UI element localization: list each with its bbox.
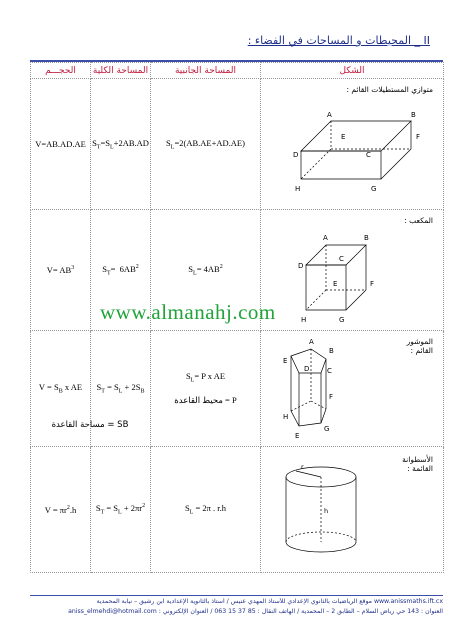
lateral-area-formula: $S_L = 2\pi$ . r.h — [151, 447, 261, 573]
vertex-label: B — [411, 111, 416, 119]
shape-name: الموشور القائم : — [406, 337, 433, 355]
vertex-label: C — [327, 367, 332, 375]
vertex-label: E — [295, 432, 300, 440]
vertex-label: G — [339, 316, 345, 324]
volume-formula: $V = \pi r^2.h$ — [31, 447, 91, 573]
shape-cell — [261, 447, 444, 573]
height-label: h — [324, 507, 329, 515]
vertex-label: G — [371, 185, 377, 193]
table-row — [31, 447, 444, 573]
lateral-area-formula: $S_L= P$ x AE P = محيط القاعدة — [151, 331, 261, 447]
total-area-formula: $S_T = S_L + 2\pi r^2$ — [91, 447, 151, 573]
total-area-formula: $S_T= 6AB^2$ — [91, 210, 151, 331]
perimeter-note: P = محيط القاعدة — [174, 395, 237, 406]
header-volume: الحجـــم — [31, 63, 91, 79]
shape-name: الأسطوانة القائمة : — [402, 455, 433, 473]
vertex-label: B — [364, 234, 369, 242]
total-area-formula: $S_T=S_L+2AB.AD$ — [91, 79, 151, 210]
shape-cell — [261, 210, 444, 331]
lateral-area-formula: $S_L=2(AB.AE+AD.AE)$ — [151, 79, 261, 210]
cuboid-figure — [261, 79, 444, 209]
volume-formula: $V = S_B$ x AE — [31, 331, 91, 447]
radius-label: r — [301, 463, 304, 471]
vertex-label: A — [309, 338, 314, 346]
vertex-label: A — [323, 234, 328, 242]
vertex-label: C — [339, 255, 344, 263]
header-row — [31, 63, 444, 79]
base-area-note: SB = مساحة القاعدة — [51, 420, 129, 430]
header-shape: الشكل — [261, 63, 444, 79]
header-lateral-area: المساحة الجانبية — [151, 63, 261, 79]
vertex-label: D — [298, 262, 304, 270]
total-area-formula: $S_T = S_L + 2S_B$ — [91, 331, 151, 447]
vertex-label: A — [327, 111, 332, 119]
vertex-label: E — [341, 133, 346, 141]
vertex-label: B — [329, 347, 334, 355]
header-total-area: المساحة الكلية — [91, 63, 151, 79]
vertex-label: C — [366, 151, 371, 159]
vertex-label: E — [333, 280, 338, 288]
vertex-label: H — [295, 185, 301, 193]
vertex-label: G — [324, 425, 330, 433]
vertex-label: F — [329, 393, 334, 401]
volume-formula: V=AB.AD.AE — [31, 79, 91, 210]
vertex-label: E — [283, 357, 288, 365]
vertex-label: D — [293, 151, 299, 159]
vertex-label: H — [301, 316, 307, 324]
shape-name: متوازي المستطيلات القائم : — [346, 85, 433, 94]
section-title: II _ المحيطات و المساحات في الفضاء : — [247, 34, 430, 47]
volume-formula: $V= AB^3$ — [31, 210, 91, 331]
vertex-label: H — [283, 413, 289, 421]
shape-name: المكعب : — [404, 216, 433, 225]
lateral-area-formula: $S_L= 4AB^2$ — [151, 210, 261, 331]
shape-cell — [261, 331, 444, 447]
vertex-label: F — [370, 280, 375, 288]
watermark: www.almanahj.com — [100, 300, 276, 324]
shape-cell — [261, 79, 444, 210]
cube-figure — [261, 210, 444, 330]
table-row — [31, 79, 444, 210]
vertex-label: F — [416, 133, 421, 141]
vertex-label: D — [304, 365, 310, 373]
footer-rule — [30, 595, 443, 596]
footer-line-2: العنوان : 143 حي رياض السلام – الطابق 2 – المحمدية / الهاتف النقال : 85 37 15 063 / العنوان الإلكتروني : aniss_elmehdi@hotmail.com — [68, 608, 443, 615]
footer-line-1: www.anissmaths.ift.cx موقع الرياضيات بالثانوي الإعدادي للأستاذ المهدي عنيس / أستاذ بالثانوية الإعدادية ابن رشيق – نيابة المحمدية — [96, 598, 443, 605]
